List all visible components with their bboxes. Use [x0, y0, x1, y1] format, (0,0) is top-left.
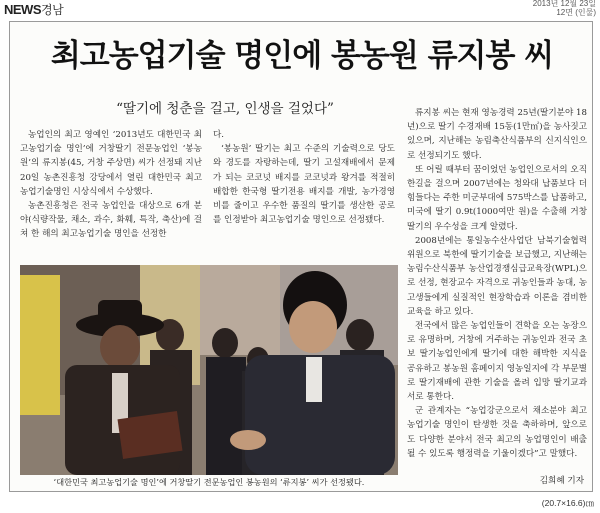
- paragraph: 또 어릴 때부터 꿈이었던 농업인으로서의 오직 한길을 걸으며 2007년에는 청와대 납품보다 더 힘들다는 주한 미군부대에 575박스를 납품하고, 미국에 딸기 0.9t(1000여만 원)을 수출해 거창딸기의 우수성을 크게 알렸다.: [407, 164, 587, 232]
- article-clipping: [9, 21, 593, 492]
- dateline: [533, 0, 596, 17]
- byline: 김희혜 기자: [539, 476, 584, 486]
- article-column-1: [20, 128, 202, 242]
- award-ceremony-photo: [20, 265, 398, 475]
- newspaper-logo: [4, 1, 63, 18]
- paragraph: 전국에서 많은 농업인들이 견학을 오는 농장으로 유명하며, 거창에 거주하는 귀농인과 전국 초보 딸기농업인에게 딸기에 대한 해박한 지식을 공유하고 봉농원 홈페이지 영농일지에 각 부문별로 딸기재배에 관한 기술을 올려 입망 딸기교과서로 통한다.: [407, 321, 587, 403]
- article-column-3: [407, 106, 587, 461]
- subheadline: “딸기에 청춘을 걸고, 인생을 걸었다”: [116, 101, 334, 117]
- photo-illustration: [20, 265, 398, 475]
- paragraph: 농업인의 최고 영예인 ‘2013년도 대한민국 최고농업기술 명인’에 거창딸기 전문농업인 ‘봉농원’의 류지봉(45, 거창 주상면) 씨가 선정돼 지난 20일 농촌진흥청 강당에서 열린 대한민국 최고농업기술명인 시상식에서 수상했다.: [20, 130, 202, 197]
- paragraph: 군 관계자는 “농업강군으로서 채소분야 최고농업기술 명인이 탄생한 것을 축하하며, 앞으로도 다양한 분야서 전국 최고의 농업명인이 배출될 수 있도록 행정력을 기울이겠다”고 말했다.: [407, 406, 587, 459]
- paragraph: ‘봉농원’ 딸기는 최고 수준의 기술력으로 당도와 경도를 자랑하는데, 딸기 고설재배에서 문제가 되는 코코넛 배지를 코코넛과 왕겨를 적절히 배합한 한국형 딸기전용 배지를 개발, 농가경영비를 줄이고 우수한 품질의 딸기를 생산한 공로를 인정받아 최고농업기술 명인으로 선정됐다.: [213, 144, 395, 226]
- logo-sub-text: 경남: [41, 3, 64, 17]
- paragraph: 2008년에는 통일농수산사업단 남북기술협력위원으로 북한에 딸기기술을 보급했고, 지난해는 농림수산식품부 농산업경쟁심급교육장(WPL)으로 선정, 현장교수 자격으로 귀농인들과 농대, 농고생들에게 실질적인 현장학습과 이론을 겸비한 교육을 하고 있다.: [407, 235, 587, 317]
- publication-date: 2013년 12월 23일: [532, 0, 596, 8]
- photo-caption: ‘대한민국 최고농업기술 명인’에 거창딸기 전문농업인 봉농원의 ‘류지봉’ 씨가 선정됐다.: [53, 477, 365, 487]
- paragraph: 류지봉 씨는 현재 영농경력 25년(딸기분야 18년)으로 딸기 수경재배 15동(1만㎡)을 농사짓고 있으며, 지난해는 농림축산식품부의 신지식인으로 선정되기도 했다.: [407, 108, 587, 161]
- clipping-size-note: (20.7×16.6)㎝: [541, 498, 594, 508]
- article-column-2: [213, 128, 395, 227]
- headline: 최고농업기술 명인에 봉농원 류지봉 씨: [50, 38, 554, 74]
- page-section: 12면 (인물): [556, 7, 596, 17]
- paragraph: 다.: [213, 130, 225, 140]
- logo-main-text: NEWS: [4, 2, 41, 17]
- masthead: [0, 0, 600, 18]
- paragraph: 농촌진흥청은 전국 농업인을 대상으로 6개 분야(식량작물, 채소, 과수, 화훼, 특작, 축산)에 걸쳐 한 해의 최고농업기술 명인을 선정한: [20, 201, 202, 240]
